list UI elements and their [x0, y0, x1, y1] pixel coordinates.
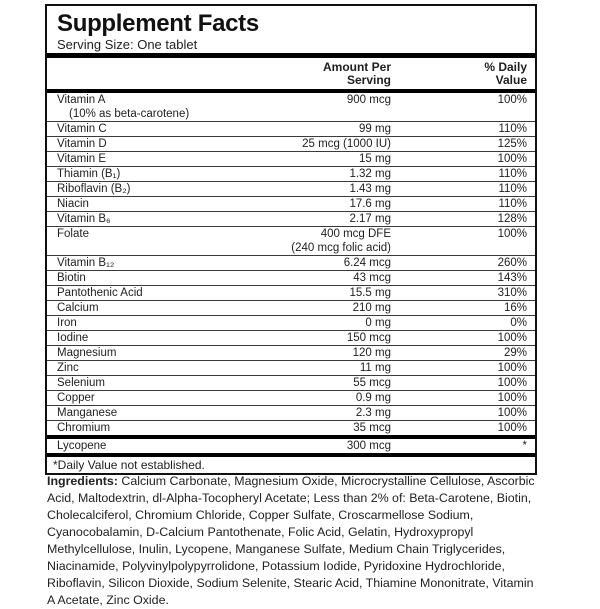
nutrient-dv: 260% — [497, 257, 527, 269]
nutrient-dv: 110% — [498, 168, 527, 180]
nutrient-amount: 900 mcg — [346, 94, 391, 106]
nutrient-row — [47, 390, 535, 405]
nutrient-amount: 0 mg — [365, 317, 391, 329]
nutrient-row — [47, 270, 535, 285]
nutrient-dv: 0% — [510, 317, 527, 329]
nutrient-row — [47, 121, 535, 136]
nutrient-amount: 2.3 mg — [355, 407, 391, 419]
ingredients-paragraph — [45, 473, 537, 609]
nutrient-dv: 100% — [497, 362, 527, 374]
nutrient-amount: 17.6 mg — [349, 198, 391, 210]
nutrient-dv: 128% — [497, 213, 527, 225]
table-header — [47, 58, 535, 89]
nutrient-name: Folate — [57, 228, 89, 240]
nutrient-dv: 100% — [497, 392, 527, 404]
nutrient-amount: 2.17 mg — [349, 213, 391, 225]
nutrient-row — [47, 420, 535, 435]
nutrient-name: Vitamin E — [57, 153, 107, 165]
nutrient-row — [47, 211, 535, 226]
nutrient-amount: 15 mg — [359, 153, 391, 165]
nutrient-amount: 300 mcg — [346, 440, 391, 452]
nutrient-amount: 6.24 mcg — [343, 257, 391, 269]
nutrient-name: Copper — [57, 392, 95, 404]
nutrient-name: Selenium — [57, 377, 105, 389]
nutrient-amount: 210 mg — [352, 302, 391, 314]
nutrient-row — [47, 136, 535, 151]
nutrient-amount: 55 mcg — [353, 377, 391, 389]
nutrient-dv: 100% — [497, 422, 527, 434]
nutrient-name: Iodine — [57, 332, 89, 344]
nutrient-amount: 150 mcg — [346, 332, 391, 344]
nutrient-dv: 110% — [498, 183, 527, 195]
nutrient-name: Pantothenic Acid — [57, 287, 143, 299]
nutrient-row — [47, 330, 535, 345]
nutrient-name: Riboflavin (B₂) — [57, 183, 131, 195]
nutrient-dv: 125% — [497, 138, 527, 150]
nutrient-row — [47, 181, 535, 196]
column-header-daily-value: % Daily Value — [484, 60, 527, 87]
nutrient-amount: 99 mg — [359, 123, 391, 135]
nutrient-row — [47, 166, 535, 181]
nutrient-row — [47, 360, 535, 375]
nutrient-row — [47, 151, 535, 166]
nutrient-dv: 143% — [497, 272, 527, 284]
nutrient-name: Vitamin C — [57, 123, 107, 135]
nutrient-row — [47, 93, 535, 121]
nutrient-name: Vitamin B₁₂ — [57, 257, 115, 269]
nutrient-rows — [47, 93, 535, 435]
nutrient-dv: 110% — [498, 123, 527, 135]
nutrient-name: Chromium — [57, 422, 111, 434]
nutrient-amount: 15.5 mg — [349, 287, 391, 299]
nutrient-dv: 29% — [503, 347, 527, 359]
ingredients-label: Ingredients: — [47, 474, 118, 488]
column-header-amount: Amount Per Serving — [322, 60, 391, 87]
nutrient-dv: 16% — [503, 302, 527, 314]
nutrient-amount: 25 mcg (1000 IU) — [302, 138, 391, 150]
nutrient-name: Vitamin A — [57, 94, 106, 106]
nutrient-subnote: (10% as beta-carotene) — [69, 108, 190, 120]
nutrient-dv: 110% — [498, 198, 527, 210]
nutrient-name: Biotin — [57, 272, 86, 284]
nutrient-amount-note: (240 mcg folic acid) — [291, 242, 391, 254]
nutrient-amount: 400 mcg DFE — [320, 228, 391, 240]
nutrient-row — [47, 345, 535, 360]
nutrient-name: Lycopene — [57, 440, 107, 452]
nutrient-row — [47, 255, 535, 270]
nutrient-amount: 43 mcg — [353, 272, 391, 284]
nutrient-name: Thiamin (B₁) — [57, 168, 121, 180]
ingredients-text: Calcium Carbonate, Magnesium Oxide, Microcrystalline Cellulose, Ascorbic Acid, Maltodextrin, dl-Alpha-Tocopheryl Acetate; Less than 2% of: Beta-Carotene, Biotin, Cholecalciferol, Chromium Chloride, Copper Sulfate, Croscarmellose Sodium, Cyanocobalamin, D-Calcium Pantothenate, Folic Acid, Gelatin, Hydroxypropyl Methylcellulose, Inulin, Lycopene, Manganese Sulfate, Medium Chain Triglycerides, Niacinamide, Polyvinylpolypyrrolidone, Potassium Iodide, Pyridoxine Hydrochloride, Riboflavin, Silicon Dioxide, Sodium Selenite, Stearic Acid, Thiamine Mononitrate, Vitamin A Acetate, Zinc Oxide. — [47, 474, 535, 607]
nutrient-amount: 1.32 mg — [349, 168, 391, 180]
nutrient-name: Calcium — [57, 302, 99, 314]
nutrient-name: Vitamin D — [57, 138, 107, 150]
nutrient-row — [47, 375, 535, 390]
nutrient-name: Manganese — [57, 407, 118, 419]
panel-title: Supplement Facts — [57, 10, 259, 37]
nutrient-amount: 35 mcg — [353, 422, 391, 434]
nutrient-row — [47, 196, 535, 211]
serving-size: Serving Size: One tablet — [57, 37, 198, 52]
nutrient-dv: 100% — [497, 153, 527, 165]
nutrient-dv: 100% — [497, 377, 527, 389]
nutrient-name: Iron — [57, 317, 77, 329]
nutrient-row — [47, 405, 535, 420]
nutrient-row — [47, 300, 535, 315]
daily-value-footnote: *Daily Value not established. — [53, 458, 205, 472]
nutrient-row — [47, 285, 535, 300]
nutrient-dv: 100% — [497, 407, 527, 419]
nutrient-dv: 100% — [497, 332, 527, 344]
nutrient-amount: 120 mg — [352, 347, 391, 359]
nutrient-dv: 310% — [497, 287, 527, 299]
nutrient-dv: 100% — [497, 94, 527, 106]
nutrient-row — [47, 315, 535, 330]
nutrient-name: Vitamin B₆ — [57, 213, 111, 225]
nutrient-amount: 11 mg — [359, 362, 391, 374]
other-ingredient-rows — [47, 439, 535, 453]
nutrient-row — [47, 226, 535, 255]
nutrient-name: Magnesium — [57, 347, 117, 359]
nutrient-name: Niacin — [57, 198, 89, 210]
nutrient-dv: * — [522, 440, 527, 452]
nutrient-amount: 1.43 mg — [349, 183, 391, 195]
nutrient-row — [47, 439, 535, 453]
nutrient-amount: 0.9 mg — [355, 392, 391, 404]
nutrient-dv: 100% — [497, 228, 527, 240]
supplement-facts-panel — [45, 4, 537, 475]
nutrient-name: Zinc — [57, 362, 79, 374]
